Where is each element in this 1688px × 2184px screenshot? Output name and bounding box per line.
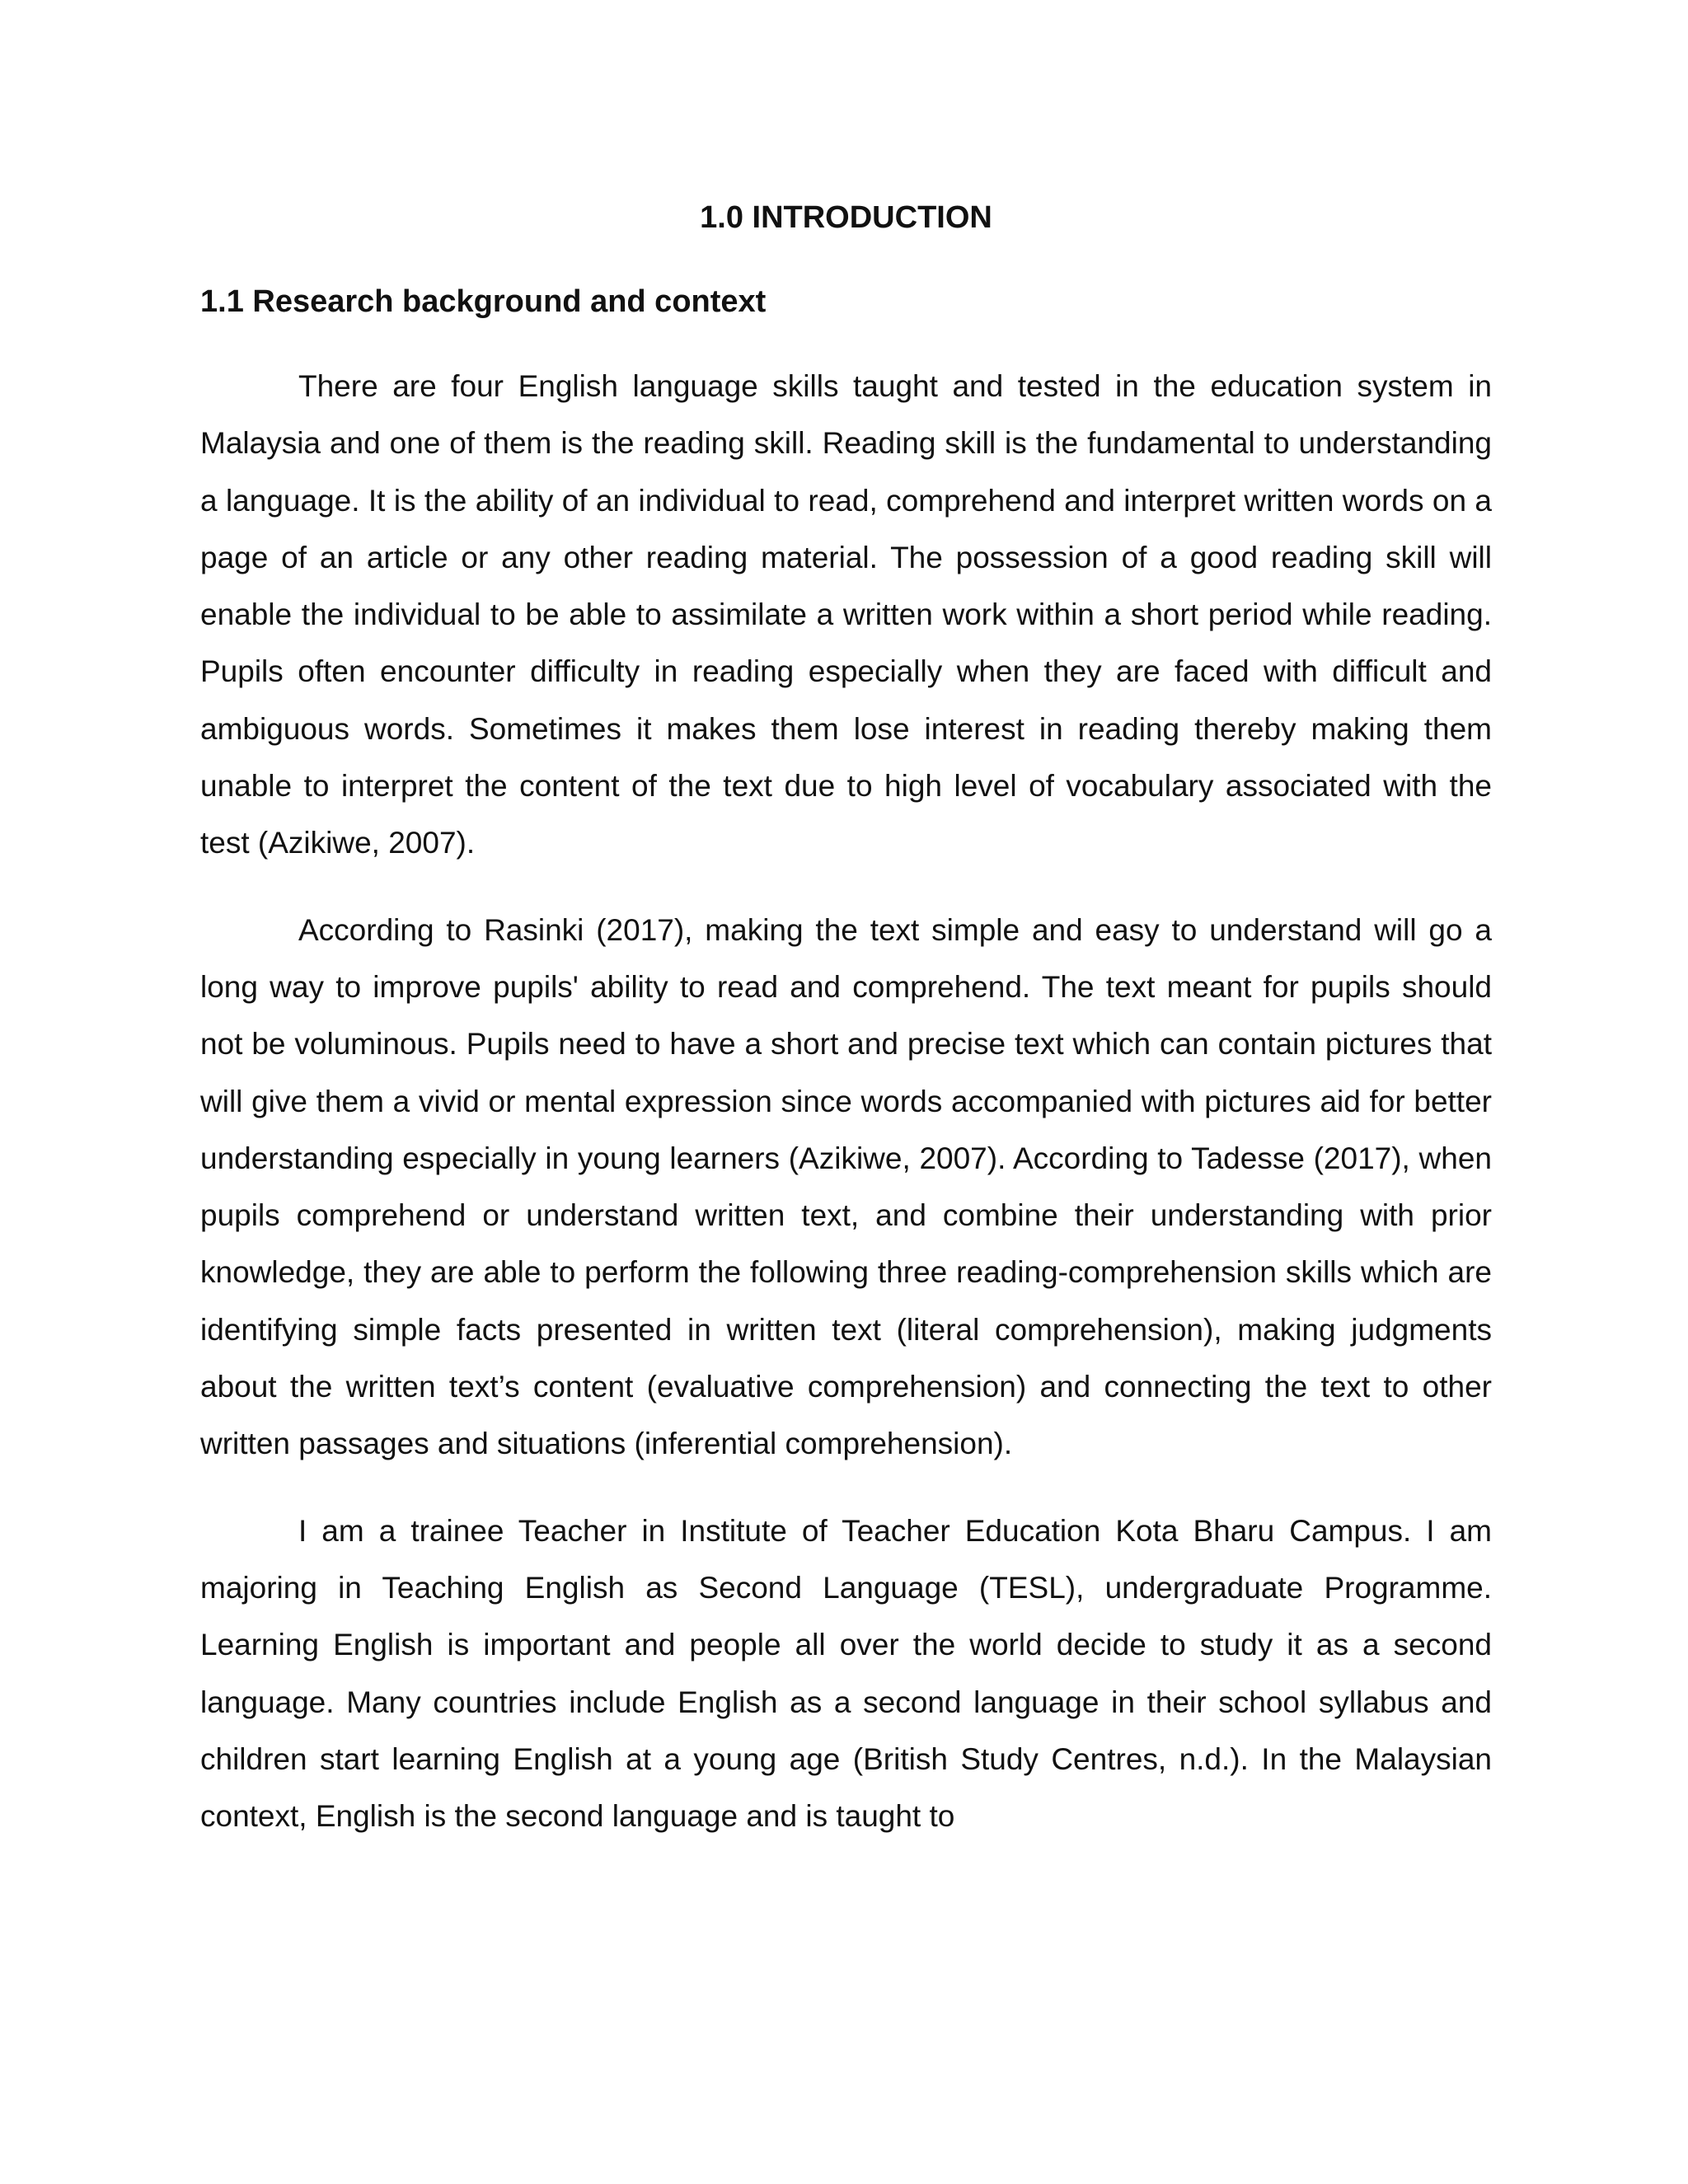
paragraph-reading-skill: There are four English language skills taught and tested in the education system in Malaysia and one of them is the reading skill. Reading skill is the fundamental to understanding a language. It is the ability of an individual to read, comprehend and interpret written words on a page of an article or any other reading material. The possession of a good reading skill will enable the individual to be able to assimilate a written work within a short period while reading. Pupils often encounter difficulty in reading especially when they are faced with difficult and ambiguous words. Sometimes it makes them lose interest in reading thereby making them unable to interpret the content of the text due to high level of vocabulary associated with the test (Azikiwe, 2007). [200, 369, 1492, 860]
page-content [200, 191, 1492, 1844]
chapter-heading: 1.0 INTRODUCTION [700, 200, 992, 235]
section-heading: 1.1 Research background and context [200, 284, 767, 319]
paragraph-text-simplicity: According to Rasinki (2017), making the text simple and easy to understand will go a long way to improve pupils' ability to read and comprehend. The text meant for pupils should not be voluminous. Pupils need to have a short and precise text which can contain pictures that will give them a vivid or mental expression since words accompanied with pictures aid for better understanding especially in young learners (Azikiwe, 2007). According to Tadesse (2017), when pupils comprehend or understand written text, and combine their understanding with prior knowledge, they are able to perform the following three reading-comprehension skills which are identifying simple facts presented in written text (literal comprehension), making judgments about the written text’s content (evaluative comprehension) and connecting the text to other written passages and situations (inferential comprehension). [200, 912, 1492, 1461]
paragraph-trainee-teacher: I am a trainee Teacher in Institute of Teacher Education Kota Bharu Campus. I am majoring in Teaching English as Second Language (TESL), undergraduate Programme. Learning English is important and people all over the world decide to study it as a second language. Many countries include English as a second language in their school syllabus and children start learning English at a young age (British Study Centres, n.d.). In the Malaysian context, English is the second language and is taught to [200, 1513, 1492, 1834]
